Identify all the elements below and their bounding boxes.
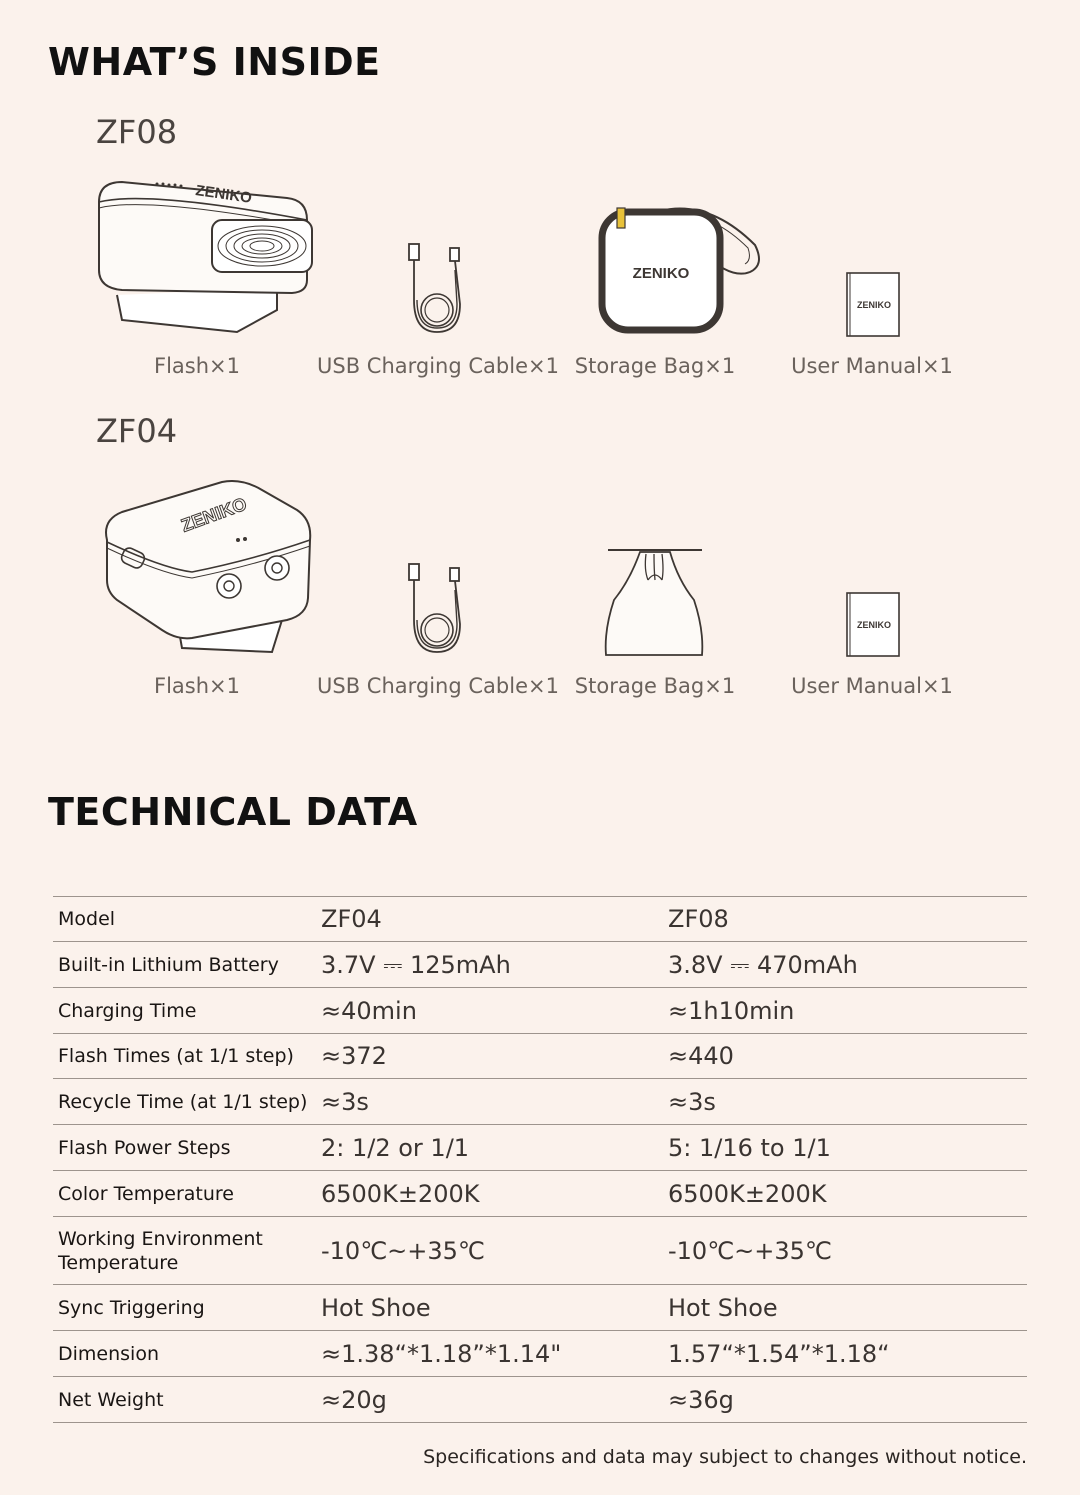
- item-label: User Manual×1: [791, 354, 953, 378]
- spec-key: Flash Power Steps: [53, 1125, 316, 1171]
- spec-value-zf04: 3.7V ⎓ 125mAh: [316, 942, 663, 988]
- spec-key: Flash Times (at 1/1 step): [53, 1034, 316, 1079]
- item-manual-zf04: [752, 470, 992, 698]
- spec-value-zf04: ≈372: [316, 1034, 663, 1079]
- spec-value-zf04: ≈40min: [316, 988, 663, 1034]
- usb-cable-icon: [397, 240, 477, 340]
- item-label: Storage Bag×1: [574, 354, 736, 378]
- spec-value-zf04: ≈3s: [316, 1079, 663, 1125]
- spec-value-zf08: 3.8V ⎓ 470mAh: [663, 942, 1027, 988]
- item-bag-zf04: [535, 470, 775, 698]
- spec-value-zf08: ≈440: [663, 1034, 1027, 1079]
- item-flash-zf08: [77, 150, 317, 378]
- spec-value-zf04: ZF04: [316, 897, 663, 942]
- table-row: [53, 942, 1027, 988]
- svg-text:ZENIKO: ZENIKO: [194, 182, 253, 207]
- spec-value-zf08: ≈1h10min: [663, 988, 1027, 1034]
- table-row: [53, 1079, 1027, 1125]
- item-cable-zf08: [317, 150, 557, 378]
- disclaimer-note: Specifications and data may subject to changes without notice.: [423, 1446, 1027, 1468]
- spec-key: Net Weight: [53, 1377, 316, 1423]
- table-row: [53, 897, 1027, 942]
- spec-value-zf08: Hot Shoe: [663, 1285, 1027, 1331]
- item-label: Flash×1: [154, 354, 240, 378]
- item-label: Storage Bag×1: [574, 674, 736, 698]
- spec-key: Working Environment Temperature: [53, 1217, 316, 1285]
- brand-logo: ZENIKO: [178, 493, 250, 536]
- spec-key: Color Temperature: [53, 1171, 316, 1217]
- table-row: [53, 1285, 1027, 1331]
- spec-value-zf08: 1.57“*1.54”*1.18“: [663, 1331, 1027, 1377]
- spec-value-zf08: ≈3s: [663, 1079, 1027, 1125]
- brand-logo: ZENIKO: [632, 265, 690, 282]
- flash-unit-icon: [82, 480, 312, 660]
- table-row: [53, 988, 1027, 1034]
- drawstring-bag-icon: [600, 540, 710, 660]
- brand-logo: ZENIKO: [856, 620, 892, 630]
- spec-value-zf08: 5: 1/16 to 1/1: [663, 1125, 1027, 1171]
- table-row: [53, 1331, 1027, 1377]
- spec-key: Model: [53, 897, 316, 942]
- usb-cable-icon: [397, 560, 477, 660]
- spec-value-zf04: ≈1.38“*1.18”*1.14": [316, 1331, 663, 1377]
- technical-data-title: TECHNICAL DATA: [48, 790, 418, 834]
- spec-value-zf08: ZF08: [663, 897, 1027, 942]
- storage-case-icon: [540, 200, 770, 340]
- manual-booklet-icon: [842, 270, 902, 340]
- item-label: User Manual×1: [791, 674, 953, 698]
- spec-key: Recycle Time (at 1/1 step): [53, 1079, 316, 1125]
- spec-table: [53, 896, 1027, 1423]
- manual-booklet-icon: [842, 590, 902, 660]
- spec-key: Sync Triggering: [53, 1285, 316, 1331]
- spec-value-zf08: -10℃~+35℃: [663, 1217, 1027, 1285]
- table-row: [53, 1171, 1027, 1217]
- table-row: [53, 1034, 1027, 1079]
- item-label: USB Charging Cable×1: [317, 354, 559, 378]
- spec-value-zf04: Hot Shoe: [316, 1285, 663, 1331]
- item-label: Flash×1: [154, 674, 240, 698]
- item-manual-zf08: [752, 150, 992, 378]
- spec-value-zf04: 2: 1/2 or 1/1: [316, 1125, 663, 1171]
- item-bag-zf08: [535, 150, 775, 378]
- table-row: [53, 1217, 1027, 1285]
- model-title-zf08: ZF08: [96, 113, 178, 151]
- table-row: [53, 1125, 1027, 1171]
- spec-value-zf04: 6500K±200K: [316, 1171, 663, 1217]
- flash-unit-icon: [77, 160, 317, 340]
- whats-inside-title: WHAT’S INSIDE: [48, 40, 381, 84]
- spec-value-zf08: ≈36g: [663, 1377, 1027, 1423]
- item-flash-zf04: [77, 470, 317, 698]
- brand-logo: ZENIKO: [856, 300, 892, 310]
- spec-value-zf08: 6500K±200K: [663, 1171, 1027, 1217]
- spec-value-zf04: ≈20g: [316, 1377, 663, 1423]
- spec-key: Built-in Lithium Battery: [53, 942, 316, 988]
- spec-key: Dimension: [53, 1331, 316, 1377]
- item-label: USB Charging Cable×1: [317, 674, 559, 698]
- spec-value-zf04: -10℃~+35℃: [316, 1217, 663, 1285]
- spec-key: Charging Time: [53, 988, 316, 1034]
- model-title-zf04: ZF04: [96, 412, 178, 450]
- item-cable-zf04: [317, 470, 557, 698]
- table-row: [53, 1377, 1027, 1423]
